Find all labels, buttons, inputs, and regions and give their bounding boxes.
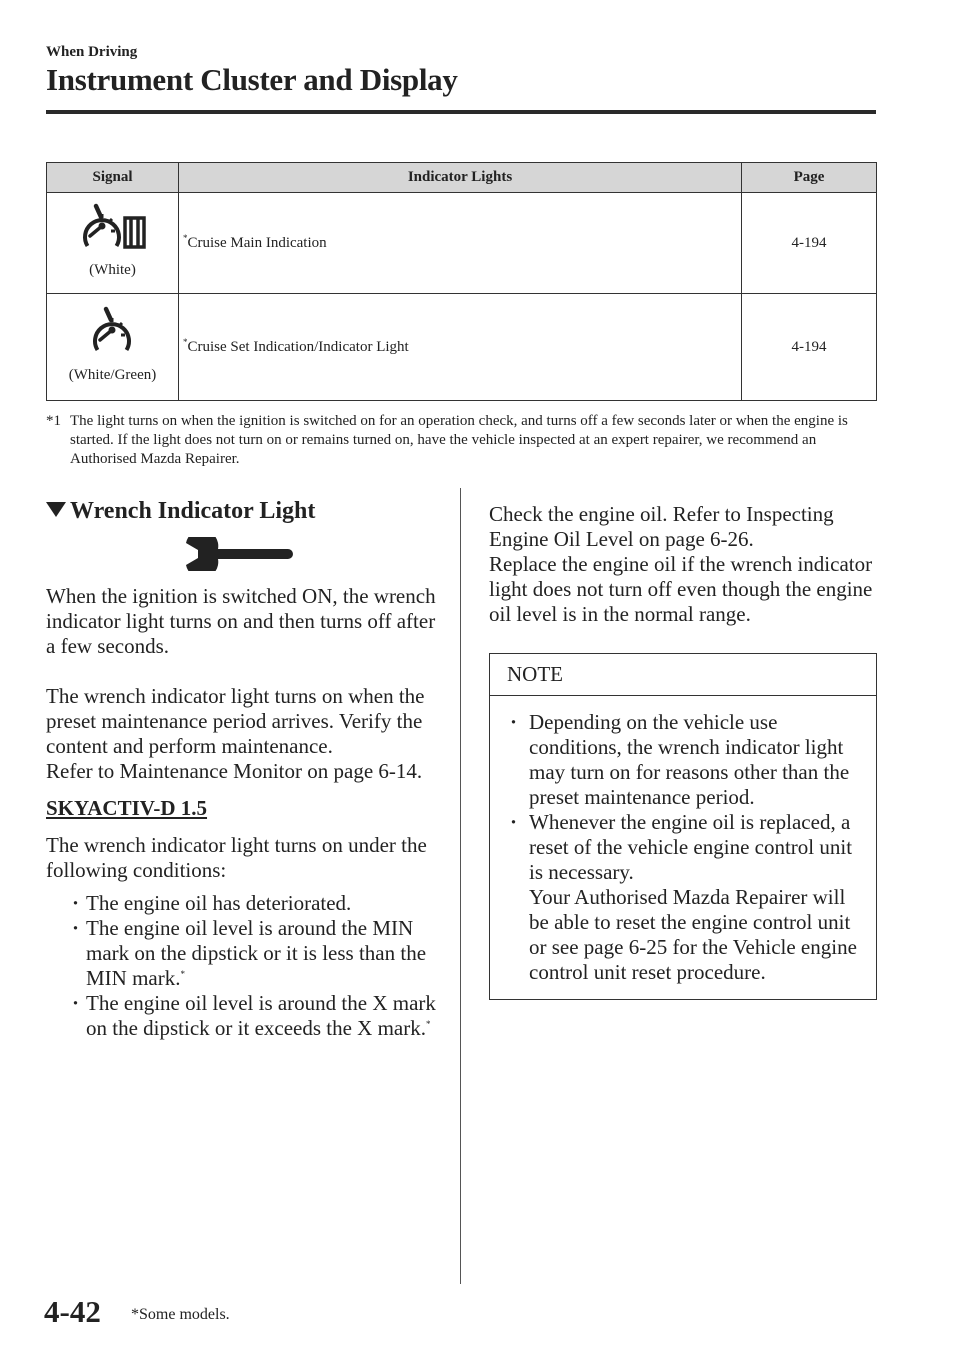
page-title: Instrument Cluster and Display bbox=[46, 62, 458, 97]
signal-cell bbox=[47, 294, 179, 401]
title-divider bbox=[46, 110, 876, 114]
section-heading: Wrench Indicator Light bbox=[46, 498, 446, 525]
note-box bbox=[489, 653, 877, 1000]
right-column bbox=[489, 502, 881, 1000]
signal-cell bbox=[47, 193, 179, 294]
paragraph: The wrench indicator light turns on under the following conditions: bbox=[46, 833, 427, 882]
paragraph: The wrench indicator light turns on when the preset maintenance period arrives. Verify the content and perform maintenance. bbox=[46, 684, 425, 758]
footnote bbox=[46, 412, 876, 469]
cruise-set-indicator-icon bbox=[88, 302, 138, 358]
header-signal: Signal bbox=[47, 163, 179, 193]
column-divider bbox=[460, 488, 461, 1284]
indicator-table bbox=[46, 162, 877, 401]
list-item: · Depending on the vehicle use conditions, the wrench indicator light may turn on for reasons other than the preset maintenance period. bbox=[508, 710, 868, 810]
footer-note: *Some models. bbox=[131, 1306, 230, 1323]
header-indicator-lights: Indicator Lights bbox=[179, 163, 742, 193]
list-item: · The engine oil has deteriorated. bbox=[66, 891, 446, 916]
note-title: NOTE bbox=[490, 654, 876, 696]
signal-caption: (White/Green) bbox=[68, 367, 157, 383]
left-column bbox=[46, 498, 446, 1041]
subheading: SKYACTIV-D 1.5 bbox=[46, 796, 208, 820]
table-row bbox=[47, 294, 877, 401]
page-ref-cell: 4-194 bbox=[742, 193, 877, 294]
footnote-number: *1 bbox=[46, 413, 61, 429]
wrench-icon bbox=[184, 537, 294, 571]
page-ref-cell: 4-194 bbox=[742, 294, 877, 401]
indicator-light-cell: *Cruise Set Indication/Indicator Light bbox=[179, 294, 742, 401]
indicator-light-name: Cruise Set Indication/Indicator Light bbox=[187, 338, 409, 355]
list-item: · The engine oil level is around the X mark on the dipstick or it exceeds the X mark.* bbox=[66, 991, 446, 1041]
section-label: When Driving bbox=[46, 44, 138, 60]
table-row bbox=[47, 193, 877, 294]
signal-caption: (White) bbox=[89, 262, 136, 278]
footnote-text: The light turns on when the ignition is switched on for an operation check, and turns off a few seconds later or when the engine is started. If the light does not turn on or remains turned on, have the vehicle inspected at an expert repairer, we recommend an Authorised Mazda Repairer. bbox=[70, 413, 848, 467]
note-list bbox=[508, 710, 868, 985]
table-header-row bbox=[47, 163, 877, 193]
paragraph: When the ignition is switched ON, the wrench indicator light turns on and then turns off after a few seconds. bbox=[46, 584, 436, 658]
indicator-light-name: Cruise Main Indication bbox=[187, 234, 327, 251]
paragraph: Check the engine oil. Refer to Inspecting Engine Oil Level on page 6-26. bbox=[489, 502, 834, 551]
triangle-icon bbox=[46, 502, 66, 517]
header-page: Page bbox=[742, 163, 877, 193]
paragraph: Replace the engine oil if the wrench indicator light does not turn off even though the engine oil level is in the normal range. bbox=[489, 552, 873, 626]
paragraph: Refer to Maintenance Monitor on page 6-14. bbox=[46, 759, 423, 783]
list-item: · Whenever the engine oil is replaced, a reset of the vehicle engine control unit is necessary. Your Authorised Mazda Repairer will be able to reset the engine control unit or see page 6-25 for the Vehicle engine control unit reset procedure. bbox=[508, 810, 868, 985]
page-number: 4-42 bbox=[44, 1294, 101, 1329]
note-continuation: Your Authorised Mazda Repairer will be able to reset the engine control unit or see page 6-25 for the Vehicle engine control unit reset procedure. bbox=[529, 885, 857, 984]
condition-list bbox=[46, 891, 446, 1041]
list-item: · The engine oil level is around the MIN mark on the dipstick or it is less than the MIN mark.* bbox=[66, 916, 446, 991]
cruise-main-indicator-icon bbox=[78, 201, 148, 253]
indicator-light-cell: *Cruise Main Indication bbox=[179, 193, 742, 294]
